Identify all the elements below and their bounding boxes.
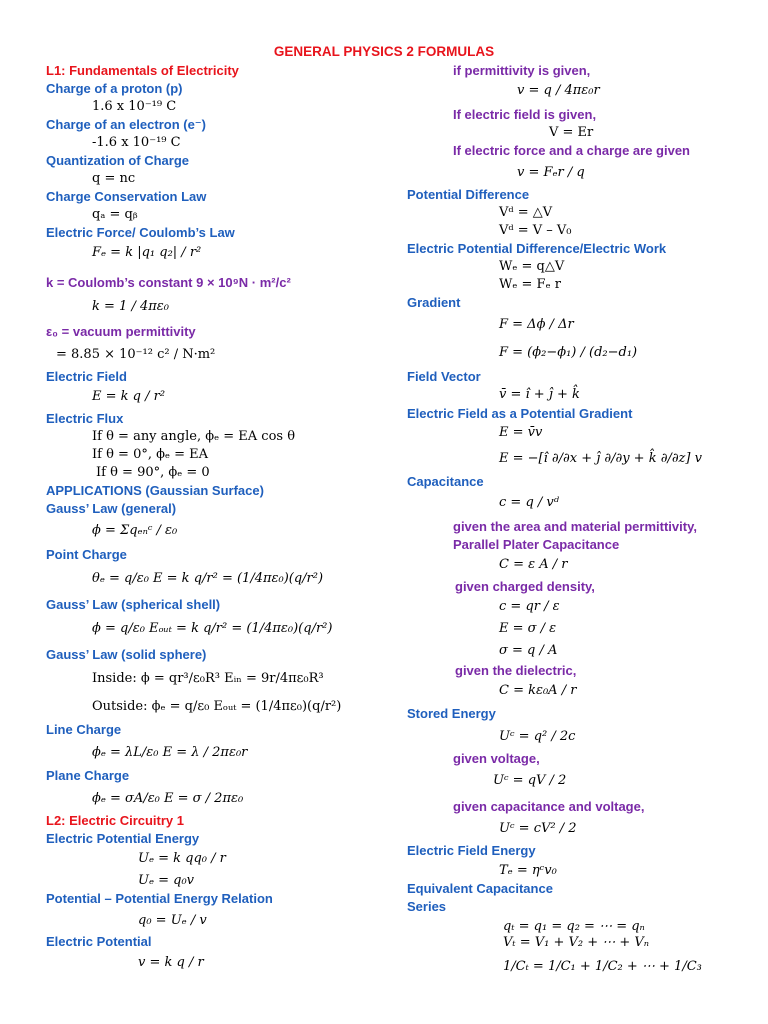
heading-right-37: Electric Field Energy bbox=[407, 843, 536, 858]
heading-right-29: given the dielectric, bbox=[455, 663, 577, 678]
heading-left-41: Electric Potential bbox=[46, 934, 152, 949]
heading-left-17: Electric Flux bbox=[46, 411, 124, 426]
heading-left-36: Electric Potential Energy bbox=[46, 831, 200, 846]
formula-right-5: v = Fₑr / q bbox=[517, 165, 585, 180]
formula-right-13: F = Δϕ / Δr bbox=[499, 317, 574, 332]
formula-right-41: qₜ = q₁ = q₂ = ⋯ = qₙ bbox=[503, 919, 645, 934]
heading-left-13: ε₀ = vacuum permittivity bbox=[46, 324, 196, 339]
heading-right-25: given charged density, bbox=[455, 579, 595, 594]
formula-right-34: Uᶜ = qV / 2 bbox=[493, 773, 567, 788]
page-title: GENERAL PHYSICS 2 FORMULAS bbox=[273, 44, 495, 59]
formula-left-37: Uₑ = k qq₀ / r bbox=[138, 851, 226, 866]
heading-left-15: Electric Field bbox=[46, 369, 127, 384]
formula-left-25: θₑ = q/ε₀ E = k q/r² = (1/4πε₀)(q/r²) bbox=[92, 571, 324, 586]
formula-right-16: v̄ = î + ĵ + k̂ bbox=[499, 387, 580, 402]
formula-right-10: Wₑ = q△V bbox=[499, 259, 565, 274]
heading-left-33: Plane Charge bbox=[46, 768, 130, 783]
formula-right-8: Vᵈ = V – V₀ bbox=[499, 223, 572, 238]
formula-right-42: Vₜ = V₁ + V₂ + ⋯ + Vₙ bbox=[503, 935, 650, 950]
heading-right-39: Equivalent Capacitance bbox=[407, 881, 553, 896]
heading-right-0: if permittivity is given, bbox=[453, 63, 591, 78]
heading-right-40: Series bbox=[407, 899, 447, 914]
heading-right-4: If electric force and a charge are given bbox=[453, 143, 690, 158]
formula-left-18: If θ = any angle, ϕₑ = EA cos θ bbox=[92, 429, 296, 444]
formula-right-19: E = −[î ∂/∂x + ĵ ∂/∂y + k̂ ∂/∂z] v bbox=[499, 451, 702, 466]
heading-right-35: given capacitance and voltage, bbox=[453, 799, 645, 814]
heading-right-33: given voltage, bbox=[453, 751, 540, 766]
heading-left-7: Charge Conservation Law bbox=[46, 189, 207, 204]
heading-right-9: Electric Potential Difference/Electric Work bbox=[407, 241, 667, 256]
heading-right-17: Electric Field as a Potential Gradient bbox=[407, 406, 633, 421]
formula-right-27: E = σ / ε bbox=[499, 621, 557, 636]
heading-right-6: Potential Difference bbox=[407, 187, 530, 202]
formula-left-32: ϕₑ = λL/ε₀ E = λ / 2πε₀r bbox=[92, 745, 248, 760]
formula-left-42: v = k q / r bbox=[138, 955, 204, 970]
heading-right-2: If electric field is given, bbox=[453, 107, 597, 122]
formula-right-3: V = Er bbox=[549, 125, 594, 140]
heading-left-35: L2: Electric Circuitry 1 bbox=[46, 813, 184, 828]
formula-left-23: ϕ = Σqₑₙᶜ / ε₀ bbox=[92, 523, 178, 538]
heading-right-12: Gradient bbox=[407, 295, 461, 310]
formula-right-21: c = q / vᵈ bbox=[499, 495, 559, 510]
heading-left-31: Line Charge bbox=[46, 722, 122, 737]
formula-left-40: q₀ = Uₑ / v bbox=[138, 913, 207, 928]
heading-right-23: Parallel Plater Capacitance bbox=[453, 537, 620, 552]
formula-left-6: q = nc bbox=[92, 171, 136, 186]
formula-left-14: = 8.85 × 10⁻¹² c² / N·m² bbox=[56, 347, 216, 362]
formula-left-34: ϕₑ = σA/ε₀ E = σ / 2πε₀ bbox=[92, 791, 244, 806]
heading-right-31: Stored Energy bbox=[407, 706, 496, 721]
heading-left-28: Gauss’ Law (solid sphere) bbox=[46, 647, 207, 662]
formula-right-24: C = ε A / r bbox=[499, 557, 568, 572]
formula-left-30: Outside: ϕₑ = q/ε₀ Eₒᵤₜ = (1/4πε₀)(q/r²) bbox=[92, 699, 342, 714]
heading-right-20: Capacitance bbox=[407, 474, 484, 489]
heading-right-15: Field Vector bbox=[407, 369, 481, 384]
formula-left-27: ϕ = q/ε₀ Eₒᵤₜ = k q/r² = (1/4πε₀)(q/r²) bbox=[92, 621, 333, 636]
heading-left-1: Charge of a proton (p) bbox=[46, 81, 183, 96]
formula-right-26: c = qr / ε bbox=[499, 599, 560, 614]
formula-left-10: Fₑ = k |q₁ q₂| / r² bbox=[92, 245, 202, 260]
formula-left-4: -1.6 x 10⁻¹⁹ C bbox=[92, 135, 181, 150]
formula-left-8: qₐ = qᵦ bbox=[92, 207, 138, 222]
formula-right-7: Vᵈ = △V bbox=[499, 205, 553, 220]
formula-left-12: k = 1 / 4πε₀ bbox=[92, 299, 169, 314]
formula-left-20: If θ = 90°, ϕₑ = 0 bbox=[96, 465, 210, 480]
heading-left-39: Potential – Potential Energy Relation bbox=[46, 891, 273, 906]
heading-right-22: given the area and material permittivity, bbox=[453, 519, 697, 534]
heading-left-21: APPLICATIONS (Gaussian Surface) bbox=[46, 483, 264, 498]
formula-right-36: Uᶜ = cV² / 2 bbox=[499, 821, 577, 836]
formula-right-38: Tₑ = ηᶜv₀ bbox=[499, 863, 557, 878]
heading-left-5: Quantization of Charge bbox=[46, 153, 189, 168]
formula-left-38: Uₑ = q₀v bbox=[138, 873, 195, 888]
formula-right-1: v = q / 4πε₀r bbox=[517, 83, 600, 98]
formula-right-28: σ = q / A bbox=[499, 643, 558, 658]
formula-left-29: Inside: ϕ = qr³/ε₀R³ Eᵢₙ = 9r/4πε₀R³ bbox=[92, 671, 324, 686]
heading-left-11: k = Coulomb’s constant 9 × 10⁹N · m²/c² bbox=[46, 275, 291, 290]
heading-left-0: L1: Fundamentals of Electricity bbox=[46, 63, 239, 78]
heading-left-3: Charge of an electron (e⁻) bbox=[46, 117, 206, 132]
heading-left-26: Gauss’ Law (spherical shell) bbox=[46, 597, 221, 612]
formula-right-11: Wₑ = Fₑ r bbox=[499, 277, 561, 292]
formula-right-32: Uᶜ = q² / 2c bbox=[499, 729, 576, 744]
formula-right-18: E = v̄v bbox=[499, 425, 543, 440]
formula-right-14: F = (ϕ₂−ϕ₁) / (d₂−d₁) bbox=[499, 345, 638, 360]
formula-left-19: If θ = 0°, ϕₑ = EA bbox=[92, 447, 209, 462]
formula-left-2: 1.6 x 10⁻¹⁹ C bbox=[92, 99, 177, 114]
heading-left-24: Point Charge bbox=[46, 547, 127, 562]
heading-left-22: Gauss’ Law (general) bbox=[46, 501, 177, 516]
formula-right-30: C = kε₀A / r bbox=[499, 683, 577, 698]
heading-left-9: Electric Force/ Coulomb’s Law bbox=[46, 225, 235, 240]
formula-right-43: 1/Cₜ = 1/C₁ + 1/C₂ + ⋯ + 1/C₃ bbox=[503, 959, 702, 974]
formula-left-16: E = k q / r² bbox=[92, 389, 166, 404]
